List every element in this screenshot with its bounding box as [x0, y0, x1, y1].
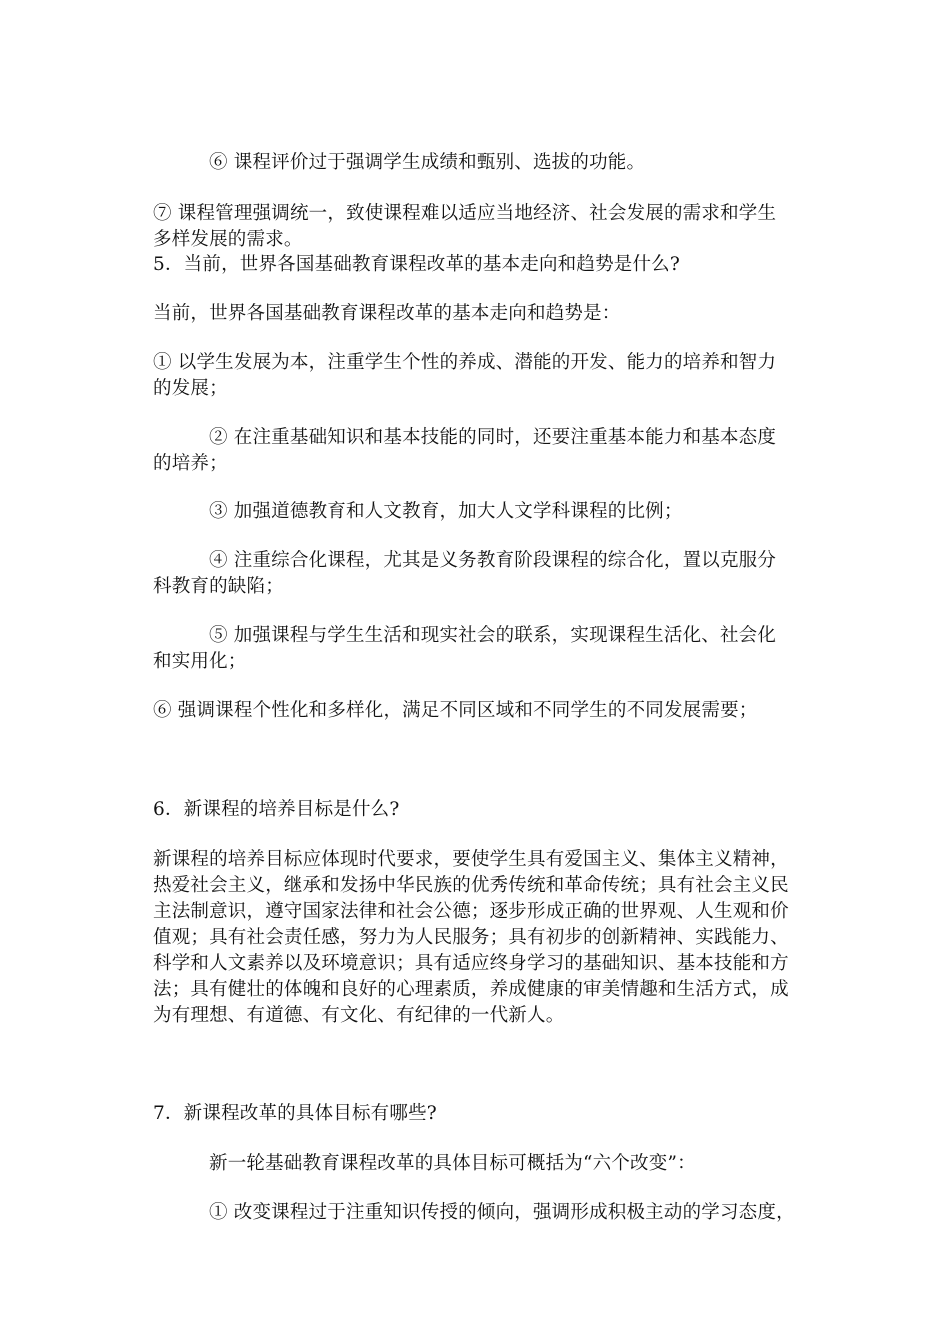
- text-line: ⑥ 强调课程个性化和多样化，满足不同区域和不同学生的不同发展需要；: [153, 700, 758, 721]
- text-line: ④ 注重综合化课程，尤其是义务教育阶段课程的综合化，置以克服分: [209, 550, 777, 571]
- text-line: 当前，世界各国基础教育课程改革的基本走向和趋势是：: [153, 303, 621, 324]
- text-line: 和实用化；: [153, 651, 247, 672]
- text-line: 多样发展的需求。: [153, 229, 303, 250]
- text-line: ⑤ 加强课程与学生生活和现实社会的联系，实现课程生活化、社会化: [209, 625, 777, 646]
- question-heading: 6．新课程的培养目标是什么?: [153, 799, 400, 820]
- text-line: ① 以学生发展为本，注重学生个性的养成、潜能的开发、能力的培养和智力: [153, 352, 777, 373]
- text-line: 新一轮基础教育课程改革的具体目标可概括为“六个改变”：: [209, 1153, 696, 1174]
- text-line: ⑥ 课程评价过于强调学生成绩和甄别、选拔的功能。: [209, 152, 646, 173]
- text-line: 主法制意识，遵守国家法律和社会公德；逐步形成正确的世界观、人生观和价: [153, 901, 789, 922]
- text-line: ② 在注重基础知识和基本技能的同时，还要注重基本能力和基本态度: [209, 427, 777, 448]
- text-line: 新课程的培养目标应体现时代要求，要使学生具有爱国主义、集体主义精神，: [153, 849, 789, 870]
- text-line: 热爱社会主义，继承和发扬中华民族的优秀传统和革命传统；具有社会主义民: [153, 875, 789, 896]
- text-line: 值观；具有社会责任感，努力为人民服务；具有初步的创新精神、实践能力、: [153, 927, 789, 948]
- question-heading: 7．新课程改革的具体目标有哪些?: [153, 1103, 437, 1124]
- text-line: 的发展；: [153, 378, 228, 399]
- text-line: 为有理想、有道德、有文化、有纪律的一代新人。: [153, 1005, 565, 1026]
- text-line: 法；具有健壮的体魄和良好的心理素质，养成健康的审美情趣和生活方式，成: [153, 979, 789, 1000]
- question-heading: 5．当前，世界各国基础教育课程改革的基本走向和趋势是什么?: [153, 254, 680, 275]
- text-line: ⑦ 课程管理强调统一，致使课程难以适应当地经济、社会发展的需求和学生: [153, 203, 777, 224]
- text-line: ① 改变课程过于注重知识传授的倾向，强调形成积极主动的学习态度，: [209, 1202, 795, 1223]
- text-line: 科教育的缺陷；: [153, 576, 284, 597]
- text-line: 科学和人文素养以及环境意识；具有适应终身学习的基础知识、基本技能和方: [153, 953, 789, 974]
- text-line: ③ 加强道德教育和人文教育，加大人文学科课程的比例；: [209, 501, 683, 522]
- text-line: 的培养；: [153, 453, 228, 474]
